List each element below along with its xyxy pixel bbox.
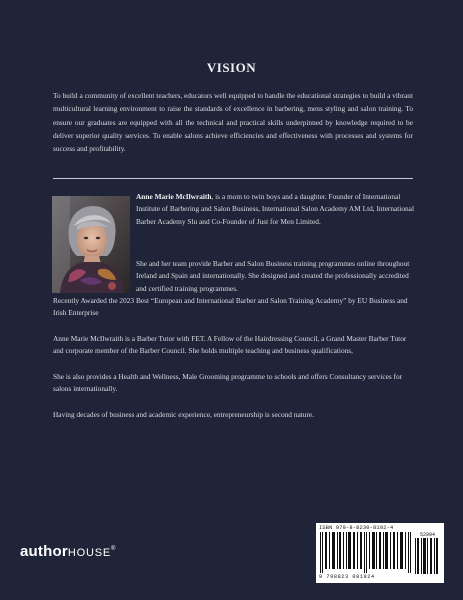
bio-tutor-paragraph: Anne Marie McIlwraith is a Barber Tutor with FET. A Fellow of the Hairdressing Council, a Grand Master Barber Tutor and corporate member of the Barber Council. She holds multiple teaching and business qualifications, <box>53 334 407 356</box>
section-divider <box>53 178 413 179</box>
ean-digits: 9 798823 081924 <box>319 574 375 580</box>
bio-intro-paragraph <box>136 191 414 228</box>
bio-intro-text: , is a mom to twin boys and a daughter. Founder of International Institute of Barbering and Salon Business, International Salon Academy AM Ltd, International Barber Academy Slu and Co-Founder of Just for Men Limited. <box>136 192 414 226</box>
price-bars <box>415 538 439 574</box>
logo-caps-text: HOUSE <box>67 547 111 559</box>
publisher-logo <box>20 543 116 560</box>
author-name: Anne Marie McIlwraith <box>136 192 212 201</box>
bio-team-paragraph: She and her team provide Barber and Salon Business training programmes online throughout Ireland and Spain and internationally. She designed and created the professionally accredited and certified training programmes. <box>136 259 410 293</box>
ean-bars <box>320 532 412 573</box>
vision-paragraph: To build a community of excellent teachers, educators well equipped to handle the educational strategies to build a vibrant multicultural learning environment to raise the standards of excellence in barbering, mens styling and salon training. To ensure our graduates are equipped with all the technical and practical skills underpinned by knowledge required to be deliver superior quality services. To enable salons achieve efficiencies and effectiveness with processes and systems for success and profitability. <box>53 91 413 154</box>
registered-mark: ® <box>111 546 116 552</box>
bio-experience-paragraph: Having decades of business and academic experience, entrepreneurship is second nature. <box>53 410 315 419</box>
bio-wellness-paragraph: She is also provides a Health and Wellness, Male Grooming programme to schools and offers Consultancy services for salons internationally. <box>53 372 403 394</box>
price-code: 52994 <box>420 532 436 538</box>
bio-award-paragraph: Recently Awarded the 2023 Best “European and International Barber and Salon Training Academy” by EU Business and Irish Enterprise <box>53 296 408 318</box>
author-photo <box>52 196 130 293</box>
isbn-label: ISBN 979-8-8230-8192-4 <box>319 525 394 531</box>
isbn-barcode <box>316 523 444 583</box>
logo-bold-text: author <box>20 543 68 560</box>
vision-heading: VISION <box>206 60 257 75</box>
